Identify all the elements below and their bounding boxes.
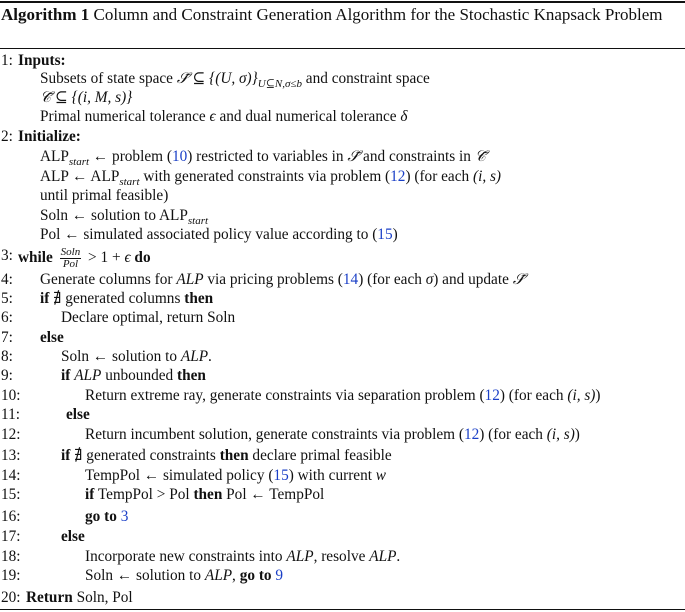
- line-content: [18, 247, 151, 270]
- text: until primal feasible): [40, 187, 169, 204]
- math: ALP: [369, 548, 397, 565]
- keyword: else: [66, 406, 90, 423]
- text: .: [208, 348, 212, 365]
- text: ) (for each: [479, 426, 547, 443]
- text: ): [595, 387, 601, 404]
- keyword: if: [40, 290, 50, 307]
- line-content: [85, 548, 400, 566]
- text: Incorporate new constraints into: [85, 548, 287, 565]
- text: and dual numerical tolerance: [215, 108, 401, 125]
- line-content: [85, 426, 580, 444]
- text: ∄ generated columns: [49, 290, 185, 307]
- line-number: 6:: [1, 309, 13, 326]
- text: Return incumbent solution, generate constraints via problem (: [85, 426, 464, 443]
- text: and constraints in: [359, 148, 475, 165]
- keyword: else: [61, 528, 85, 545]
- text: ∄ generated constraints: [70, 447, 220, 464]
- math: δ: [400, 108, 408, 125]
- reference-link[interactable]: 14: [342, 271, 359, 288]
- text: ): [392, 226, 398, 243]
- math: 𝒮̃ ⊆ {(U, σ)}: [176, 70, 258, 87]
- text: Primal numerical tolerance: [40, 108, 210, 125]
- line-content: [40, 290, 213, 308]
- text: ) (for each: [358, 271, 426, 288]
- text: Pol ← simulated associated policy value according to (: [40, 226, 378, 243]
- keyword: Inputs:: [18, 52, 66, 69]
- line-content: [85, 387, 601, 405]
- subscript: start: [119, 176, 140, 188]
- text: .: [396, 548, 401, 565]
- math: 𝒞̃ ⊆ {(i, M, s)}: [40, 89, 133, 106]
- keyword: if: [61, 367, 71, 384]
- line-content: [61, 528, 85, 546]
- line-number: 1:: [1, 52, 13, 69]
- line-number: 18:: [1, 548, 21, 565]
- text: ) restricted to variables in: [187, 148, 348, 165]
- numerator: Soln: [60, 246, 81, 258]
- line-number: 8:: [1, 348, 13, 365]
- line-content: [61, 447, 392, 465]
- caption-rule: [0, 48, 685, 49]
- line-content: [85, 508, 128, 526]
- keyword: go to: [239, 567, 276, 584]
- keyword: while: [18, 249, 57, 267]
- math: ϵ: [209, 108, 216, 125]
- keyword: if: [85, 486, 95, 503]
- line-number: 14:: [1, 467, 21, 484]
- line-content: [18, 52, 66, 70]
- text: Soln, Pol: [72, 589, 133, 606]
- line-number: 10:: [1, 387, 21, 404]
- line-number: 17:: [1, 528, 21, 545]
- text: TempPol > Pol: [94, 486, 194, 503]
- keyword: do: [130, 249, 151, 267]
- line-number: 11:: [1, 406, 20, 423]
- text: Return extreme ray, generate constraints via separation problem (: [85, 387, 485, 404]
- line-content: [40, 89, 132, 107]
- keyword: else: [40, 329, 64, 346]
- text: TempPol ← simulated policy (: [85, 467, 274, 484]
- text: and constraint space: [301, 70, 430, 87]
- keyword: then: [177, 367, 206, 384]
- algorithm-caption: [1, 4, 681, 25]
- text: via pricing problems (: [203, 271, 343, 288]
- line-content: [85, 567, 283, 585]
- text: Pol ← TempPol: [222, 486, 325, 503]
- text: ← problem (: [89, 148, 172, 165]
- text: ) (for each: [405, 168, 473, 185]
- line-number: 13:: [1, 447, 21, 464]
- line-content: [85, 467, 386, 485]
- text: > 1 +: [84, 249, 125, 267]
- text: Soln ← solution to: [85, 567, 205, 584]
- line-content: [18, 128, 81, 146]
- text: declare primal feasible: [248, 447, 392, 464]
- line-content: [61, 348, 212, 366]
- reference-link[interactable]: 3: [120, 508, 129, 525]
- line-content: [40, 329, 64, 347]
- math: (i, s): [567, 387, 596, 404]
- math: ALP: [204, 567, 233, 584]
- text: ) and update: [433, 271, 513, 288]
- reference-link[interactable]: 12: [463, 426, 480, 443]
- line-number: 3:: [1, 247, 13, 264]
- text: Subsets of state space: [40, 70, 177, 87]
- top-rule: [0, 1, 685, 3]
- reference-link[interactable]: 12: [484, 387, 500, 404]
- subscript: U⊆N,σ≤b: [257, 78, 302, 90]
- line-content: [26, 589, 133, 607]
- keyword: Return: [26, 589, 73, 606]
- math: ALP: [176, 271, 204, 288]
- keyword: then: [219, 447, 249, 464]
- text: ) (for each: [499, 387, 568, 404]
- text: ALP: [40, 148, 69, 165]
- text: Generate columns for: [40, 271, 177, 288]
- reference-link[interactable]: 12: [390, 168, 406, 185]
- line-number: 5:: [1, 290, 13, 307]
- math: ϵ: [124, 249, 131, 267]
- line-content: [85, 486, 324, 504]
- fraction: [60, 247, 82, 270]
- keyword: then: [184, 290, 214, 307]
- reference-link[interactable]: 10: [171, 148, 188, 165]
- keyword: then: [193, 486, 223, 503]
- line-content: [40, 108, 408, 126]
- line-content: [61, 309, 235, 327]
- math: ALP: [286, 548, 314, 565]
- keyword: Initialize:: [18, 128, 81, 145]
- reference-link[interactable]: 9: [275, 567, 284, 584]
- bottom-rule: [0, 609, 685, 610]
- math: 𝒞̃: [474, 148, 486, 165]
- line-content: [40, 226, 398, 244]
- text: Soln ← solution to: [61, 348, 181, 365]
- text: ,: [232, 567, 240, 584]
- denominator: Pol: [62, 258, 79, 270]
- math: σ: [425, 271, 434, 288]
- math: 𝒮̃: [512, 271, 525, 288]
- text: Declare optimal, return Soln: [61, 309, 236, 326]
- text: Soln ← solution to ALP: [40, 207, 188, 224]
- math: w: [375, 467, 386, 484]
- line-number: 15:: [1, 486, 21, 503]
- text: with generated constraints via problem (: [139, 168, 391, 185]
- line-number: 7:: [1, 329, 13, 346]
- algorithm-label: Algorithm 1: [1, 5, 90, 24]
- line-content: [40, 271, 525, 289]
- line-number: 16:: [1, 508, 21, 525]
- line-number: 20:: [1, 589, 21, 606]
- line-content: [61, 367, 206, 385]
- line-content: [66, 406, 90, 424]
- line-number: 12:: [1, 426, 21, 443]
- text: ALP ← ALP: [40, 168, 120, 185]
- reference-link[interactable]: 15: [273, 467, 289, 484]
- text: unbounded: [101, 367, 178, 384]
- line-number: 4:: [1, 271, 13, 288]
- keyword: go to: [85, 508, 121, 525]
- math: ALP: [74, 367, 102, 384]
- line-number: 9:: [1, 367, 13, 384]
- subscript: start: [187, 215, 209, 227]
- subscript: start: [68, 156, 90, 168]
- text: , resolve: [313, 548, 370, 565]
- math: 𝒮̃: [347, 148, 360, 165]
- keyword: if: [61, 447, 71, 464]
- math: ALP: [180, 348, 209, 365]
- line-number: 19:: [1, 567, 21, 584]
- math: (i, s): [546, 426, 575, 443]
- math: (i, s): [472, 168, 502, 185]
- text: ) with current: [288, 467, 376, 484]
- text: ): [574, 426, 580, 443]
- line-number: 2:: [1, 128, 13, 145]
- algorithm-title: Column and Constraint Generation Algorithm for the Stochastic Knapsack Problem: [93, 5, 663, 24]
- line-content: [40, 187, 168, 205]
- reference-link[interactable]: 15: [377, 226, 393, 243]
